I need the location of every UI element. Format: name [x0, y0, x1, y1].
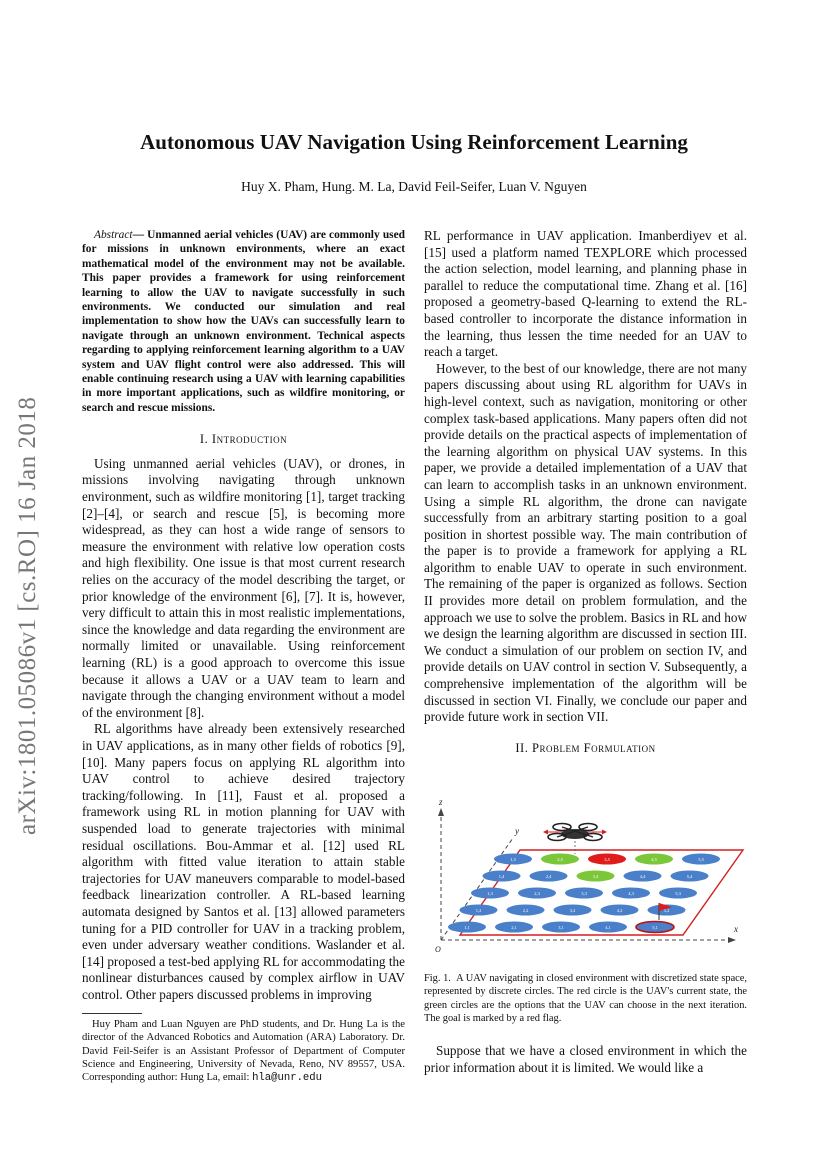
arxiv-identifier: arXiv:1801.05086v1 [cs.RO] 16 Jan 2018: [14, 396, 41, 835]
paper-title: Autonomous UAV Navigation Using Reinforcement Learning: [140, 130, 688, 154]
left-column: [82, 228, 405, 1003]
state-cell-label: 5,3: [675, 890, 681, 896]
state-cell-label: 3,4: [592, 873, 599, 879]
x-axis-label: x: [734, 924, 738, 934]
origin-label: O: [435, 945, 441, 954]
right-column: [424, 228, 747, 756]
z-axis-label: z: [439, 797, 443, 807]
caption-label: Fig. 1.: [424, 973, 451, 984]
section-heading-introduction: I. Introduction: [199, 432, 288, 447]
state-cell-label: 2,2: [522, 907, 529, 913]
state-cell-label: 4,4: [639, 873, 646, 879]
x-axis-arrow: [728, 937, 736, 943]
intro-paragraph-2: RL algorithms have already been extensively researched in UAV applications, as in many other fields of robotics [9], [10]. Many papers focus on applying RL algorithm into UAV control to achieve desired trajectory tracking/following. In [11], Faust et al. proposed a framework using RL in motion planning for UAV with suspended load to generate trajectories with minimal residual oscillations. Bou-Ammar et al. [12] used RL algorithm with fitted value iteration to attain stable trajectories for UAV maneuvers comparable to model-based feedback linearization controller. A RL-based learning automata designed by Santos et al. [13] allowed parameters tuning for a PID controller for UAV in a tracking problem, even under adversary weather conditions. Waslander et al. [14] proposed a test-bed applying RL for accommodating the nonlinear disturbances caused by complex airflow in UAV control. Other papers discussed problems in improving: [82, 721, 405, 1002]
state-cell-label: 1,2: [475, 907, 482, 913]
author-list: Huy X. Pham, Hung. M. La, David Feil-Seifer, Luan V. Nguyen: [241, 179, 587, 194]
footnote-rule: [82, 1013, 142, 1014]
footnote-text: Huy Pham and Luan Nguyen are PhD students, and Dr. Hung La is the director of the Advanced Robotics and Automation (ARA) Laboratory. Dr. David Feil-Seifer is an Assistant Professor of Department of Computer Science and Engineering, University of Nevada, Reno, NV 89557, USA. Corresponding author: Hung La, email:: [82, 1019, 405, 1084]
y-axis-label: y: [515, 826, 519, 836]
right-paragraph-2: However, to the best of our knowledge, there are not many papers discussing about using RL algorithm for UAVs in high-level context, such as navigation, monitoring or other complex task-based applications. Many papers often did not provide details on the practical aspects of implementation of the learning algorithm on physical UAV systems. In this paper, we provide a detailed implementation of a UAV that can learn to accomplish tasks in an unknown environment. Using a simple RL algorithm, the drone can navigate successfully from an arbitrary starting position to a goal position in shortest possible way. The main contribution of the paper is to provide a framework for applying a RL algorithm to enable UAV to operate in such environment. The remaining of the paper is organized as follows. Section II provides more detail on problem formulation, and the approach we use to solve the problem. Basics in RL and how we design the learning algorithm are discussed in section III. We conduct a simulation of our problem on section IV, and provide details on UAV control in section V. Subsequently, a comprehensive implementation of the algorithm will be discussed in section VI. Finally, we conclude our paper and provide future work in section VII.: [424, 360, 747, 725]
abstract-label: Abstract: [94, 229, 133, 241]
state-cell-label: 5,5: [698, 856, 704, 862]
intro-paragraph-1: Using unmanned aerial vehicles (UAV), or drones, in missions involving navigating through unknown environment, such as wildfire monitoring [1], target tracking [2]–[4], or search and rescue [5], is becoming more widespread, as they can host a wide range of sensors to measure the environment with relative low operation costs and high flexibility. One issue is that most current research relies on the accuracy of the model describing the target, or prior knowledge of the environment [6], [7]. It is, however, very difficult to attain this in most realistic implementations, since the knowledge and data regarding the environment are normally limited or unavailable. Using reinforcement learning (RL) is a good approach to overcome this issue because it allows a UAV or a UAV team to learn and navigate through the changing environment without a model of the environment [8].: [82, 455, 405, 720]
state-cell-label: 5,4: [686, 873, 693, 879]
z-axis-arrow: [438, 808, 444, 816]
figure-1-caption: [424, 972, 747, 1025]
state-cell-label: 3,3: [581, 890, 587, 896]
state-cell-label: 2,5: [557, 856, 563, 862]
state-cell-label: 4,5: [651, 856, 657, 862]
right-paragraph-1: RL performance in UAV application. Imanberdiyev et al. [15] used a platform named TEXPLORE which processed the action selection, model learning, and planning phase in parallel to reduce the computational time. Zhang et al. [16] proposed a geometry-based Q-learning to extend the RL-based controller to incorporate the distance information in the learning, thus lessen the time needed for an UAV to reach a target.: [424, 228, 747, 360]
footnote-email: hla@unr.edu: [252, 1072, 322, 1085]
state-grid: [448, 854, 720, 933]
figure-1-grid-diagram: [425, 790, 745, 965]
right-paragraph-3: Suppose that we have a closed environment in which the prior information about it is limited. We would like a: [424, 1043, 747, 1075]
state-cell-label: 1,5: [510, 856, 516, 862]
state-cell-label: 4,3: [628, 890, 634, 896]
abstract: [82, 228, 405, 415]
section-heading-problem-formulation: II. Problem Formulation: [515, 740, 656, 755]
caption-text: A UAV navigating in closed environment with discretized state space, represented by discrete circles. The red circle is the UAV's current state, the green circles are the options that the UAV can choose in the next iteration. The goal is marked by a red flag.: [424, 973, 747, 1024]
state-cell-label: 5,2: [663, 907, 670, 913]
state-cell-label: 1,1: [464, 924, 470, 930]
footnote: [82, 1018, 405, 1085]
state-cell-label: 1,4: [498, 873, 505, 879]
state-cell-label: 4,2: [616, 907, 623, 913]
right-paragraph-3-block: [424, 1043, 747, 1076]
state-cell-label: 1,3: [487, 890, 493, 896]
state-cell-label: 4,1: [605, 924, 611, 930]
state-cell-label: 2,1: [511, 924, 517, 930]
state-cell-label: 3,2: [569, 907, 576, 913]
state-cell-label: 3,1: [558, 924, 564, 930]
abstract-text: — Unmanned aerial vehicles (UAV) are commonly used for missions in unknown environments, where an exact mathematical model of the environment may not be available. This paper provides a framework for using reinforcement learning to allow the UAV to navigate successfully in such environments. We conducted our simulation and real implementation to show how the UAVs can successfully learn to navigate through an unknown environment. Technical aspects regarding to applying reinforcement learning algorithm to a UAV system and UAV flight control were also addressed. This will enable continuing research using a UAV with learning capabilities in more important applications, such as wildfire monitoring, or search and rescue missions.: [82, 229, 405, 414]
state-cell-label: 2,3: [534, 890, 540, 896]
state-cell-label: 3,5: [604, 856, 610, 862]
state-cell-label: 5,1: [652, 924, 658, 930]
state-cell-label: 2,4: [545, 873, 552, 879]
